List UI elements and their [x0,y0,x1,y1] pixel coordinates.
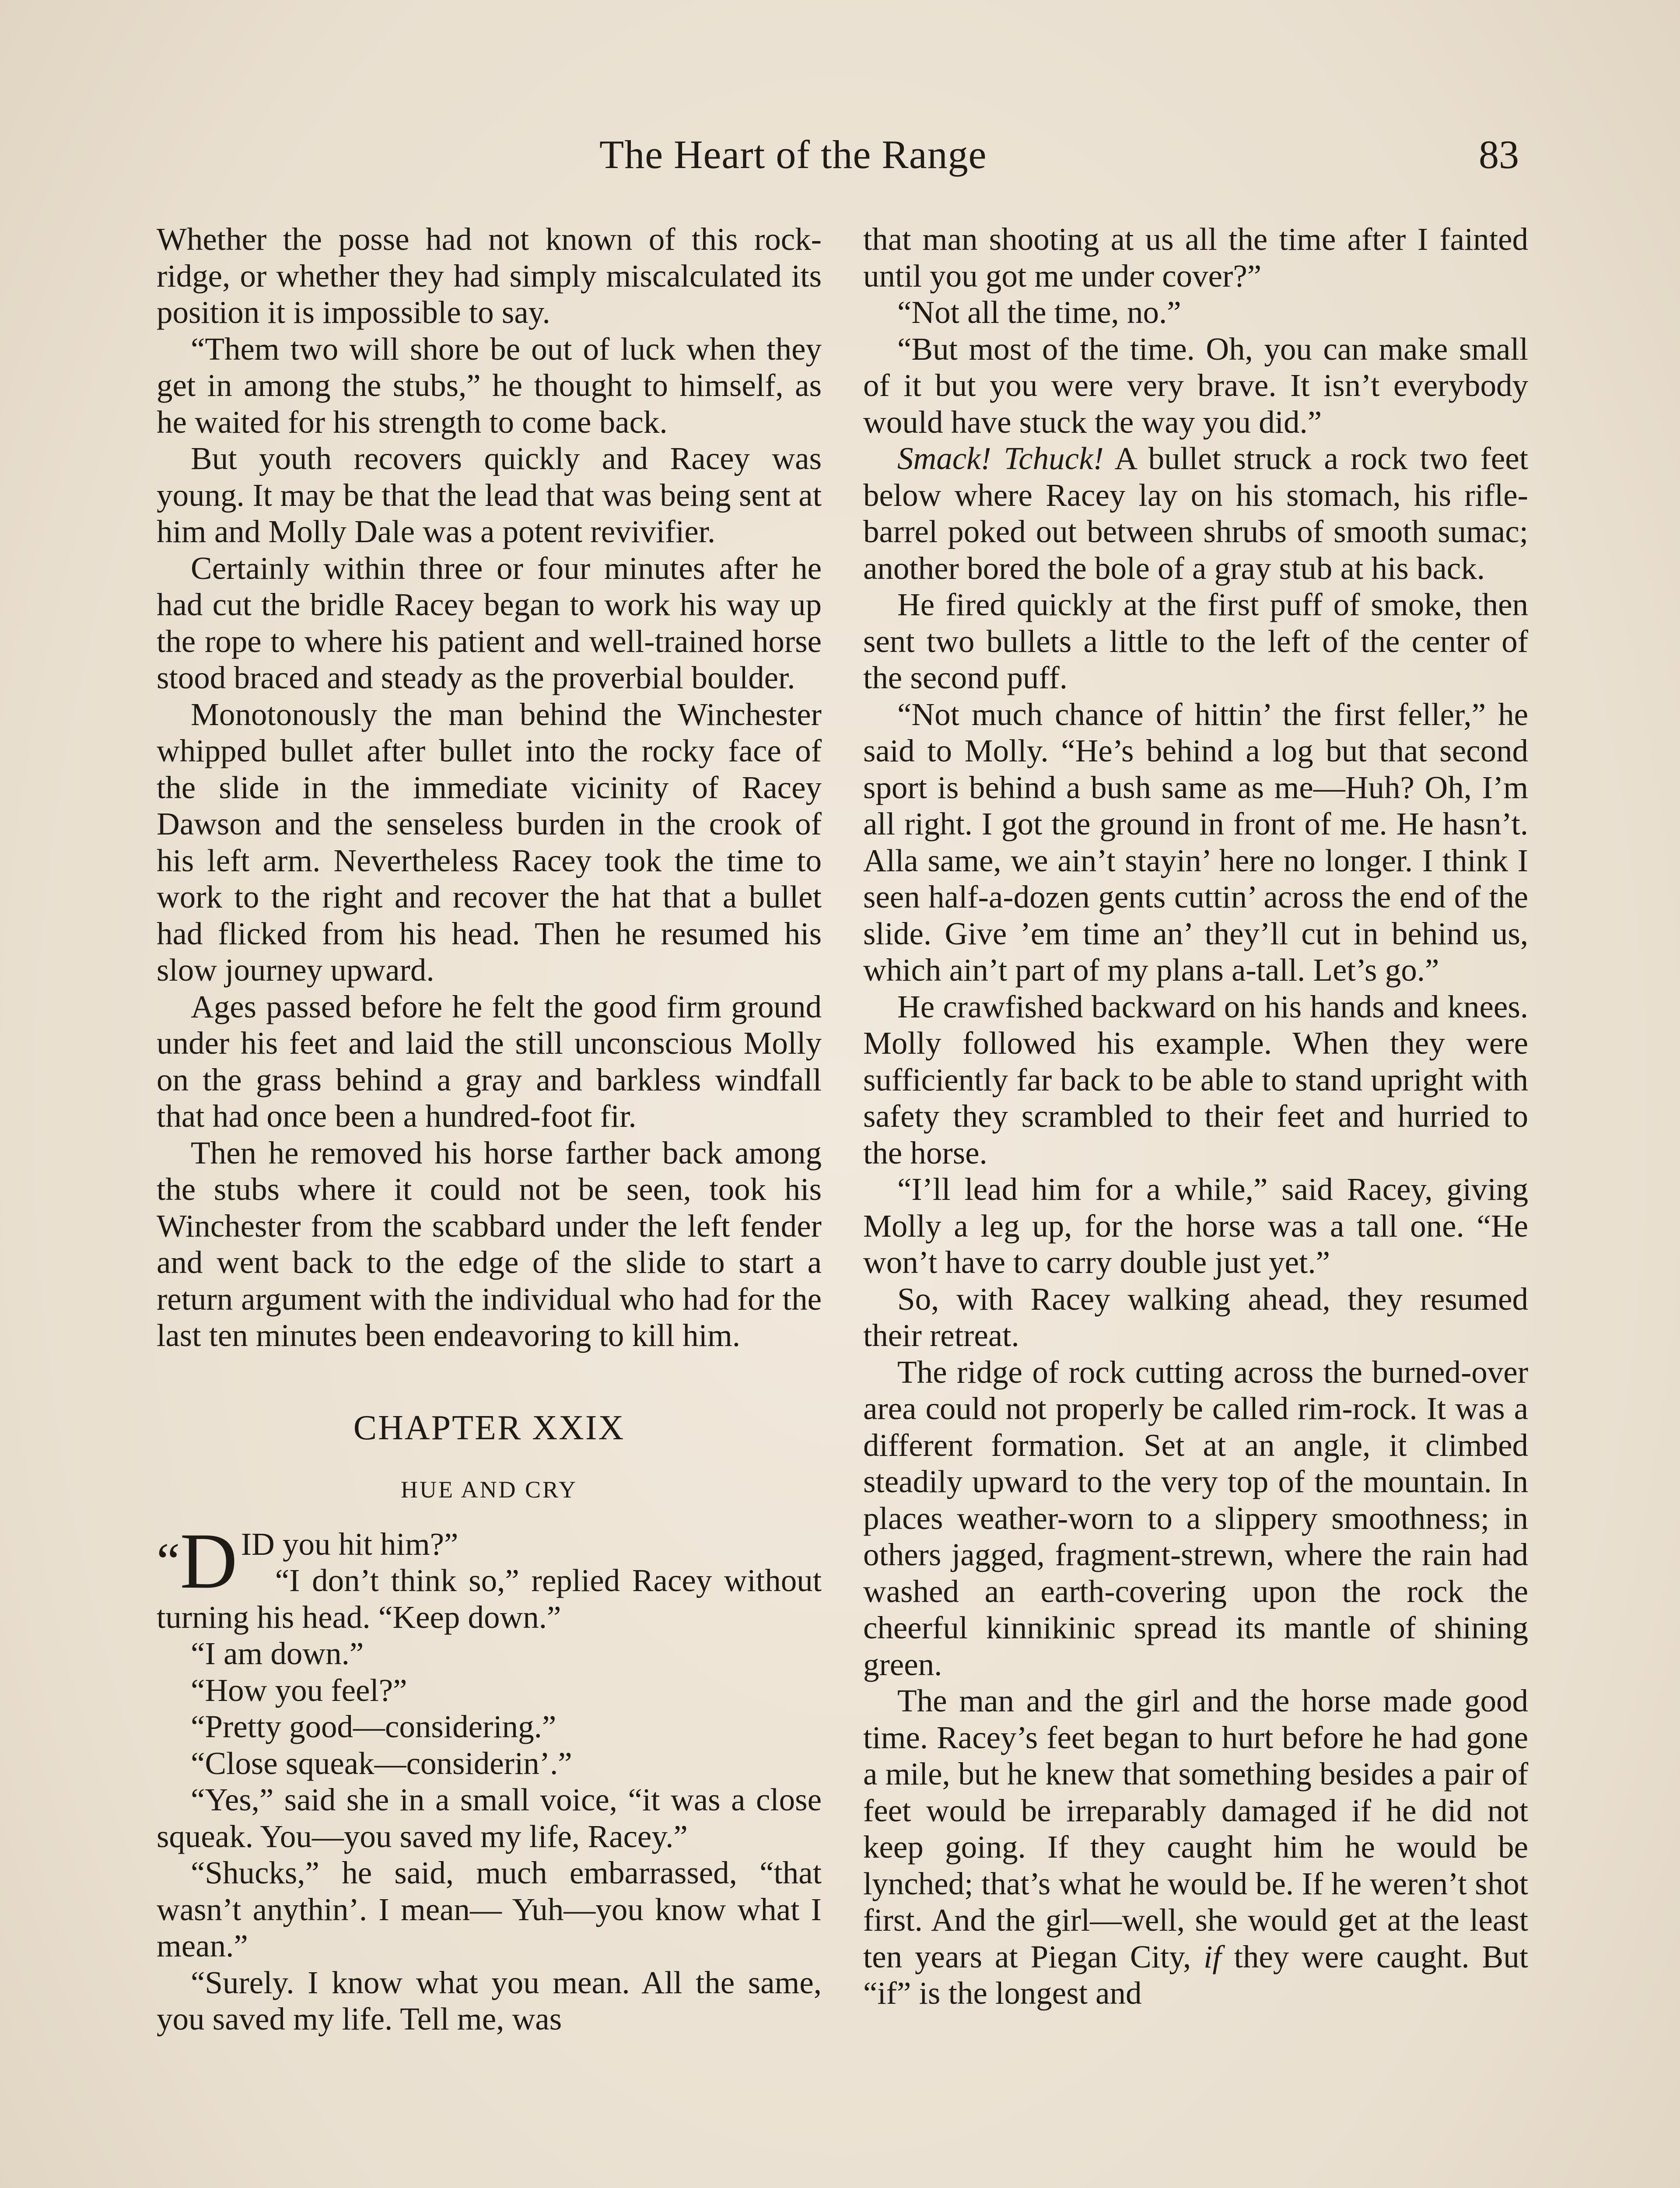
paragraph: “Yes,” said she in a small voice, “it was a close squeak. You—you saved my life, Racey.” [157,1782,822,1854]
paragraph: Whether the posse had not known of this rock-ridge, or whether they had simply miscalculated its position it is impossible to say. [157,221,822,330]
paragraph: “Not much chance of hittin’ the first feller,” he said to Molly. “He’s behind a log but that second sport is behind a bush same as me—Huh? Oh, I’m all right. I got the ground in front of me. He hasn’t. Alla same, we ain’t stayin’ here no longer. I think I seen half-a-dozen gents cuttin’ across the end of the slide. Give ’em time an’ they’ll cut in behind us, which ain’t part of my plans a-tall. Let’s go.” [863,696,1528,988]
paragraph: He crawfished backward on his hands and knees. Molly followed his example. When they were sufficiently far back to be able to stand upright with safety they scrambled to their feet and hurried to the horse. [863,989,1528,1171]
italic-sound: Smack! Tchuck! [897,441,1104,476]
paragraph-text: The man and the girl and the horse made good time. Racey’s feet began to hurt before he had gone a mile, but he knew that something besides a pair of feet would be irreparably damaged if he did not keep going. If they caught him he would be lynched; that’s what he would be. If he weren’t shot first. And the girl—well, she would get at the least ten years at Piegan City, [863,1683,1528,1974]
italic-word: if [1204,1939,1222,1974]
paragraph: So, with Racey walking ahead, they resumed their retreat. [863,1281,1528,1353]
chapter-subtitle: HUE AND CRY [400,1476,578,1503]
left-column [157,221,822,2037]
paragraph: Ages passed before he felt the good firm ground under his feet and laid the still unconscious Molly on the grass behind a gray and barkless windfall that had once been a hundred-foot fir. [157,989,822,1134]
paragraph: that man shooting at us all the time after I fainted until you got me under cover?” [863,221,1528,294]
drop-cap [157,1517,238,1605]
paragraph: Certainly within three or four minutes after he had cut the bridle Racey began to work his way up the rope to where his patient and well-trained horse stood braced and steady as the proverbial boulder. [157,550,822,695]
running-title: The Heart of the Range [599,132,987,177]
paragraph: Then he removed his horse farther back among the stubs where it could not be seen, took his Winchester from the scabbard under the left fender and went back to the edge of the slide to start a return argument with the individual who had for the last ten minutes been endeavoring to kill him. [157,1135,822,1353]
paragraph: He fired quickly at the first puff of smoke, then sent two bullets a little to the left of the center of the second puff. [863,587,1528,695]
paragraph: But youth recovers quickly and Racey was young. It may be that the lead that was being sent at him and Molly Dale was a potent revivifier. [157,441,822,549]
chapter-opening [157,1517,822,2037]
paragraph-text: A bullet struck a rock two feet below where Racey lay on his stomach, his rifle-barrel poked out between shrubs of smooth sumac; another bored the bole of a gray stub at his back. [863,441,1528,586]
paragraph: “Them two will shore be out of luck when they get in among the stubs,” he thought to himself, as he waited for his strength to come back. [157,331,822,440]
paragraph: “Surely. I know what you mean. All the same, you saved my life. Tell me, was [157,1964,822,2037]
paragraph: “How you feel?” [191,1672,407,1708]
page-number: 83 [1479,132,1519,177]
paragraph: “Not all the time, no.” [897,295,1181,330]
opening-text: ID you hit him?” [241,1526,458,1562]
paragraph: “But most of the time. Oh, you can make small of it but you were very brave. It isn’t everybody would have stuck the way you did.” [863,331,1528,440]
paragraph [863,1683,1528,2012]
drop-cap-letter: D [180,1517,238,1605]
right-column [863,221,1528,2012]
paragraph: “I’ll lead him for a while,” said Racey, giving Molly a leg up, for the horse was a tall one. “He won’t have to carry double just yet.” [863,1171,1528,1280]
paragraph: The ridge of rock cutting across the burned-over area could not properly be called rim-rock. It was a different formation. Set at an angle, it climbed steadily upward to the very top of the mountain. In places weather-worn to a slippery smoothness; in others jagged, fragment-strewn, where the rain had washed an earth-covering upon the rock the cheerful kinnikinic spread its mantle of shining green. [863,1354,1528,1682]
paragraph: Monotonously the man behind the Winchester whipped bullet after bullet into the rocky face of the slide in the immediate vicinity of Racey Dawson and the senseless burden in the crook of his left arm. Nevertheless Racey took the time to work to the right and recover the hat that a bullet had flicked from his head. Then he resumed his slow journey upward. [157,696,822,988]
paragraph: “I am down.” [191,1636,364,1671]
drop-cap-quote: “ [157,1532,180,1590]
paragraph: “Close squeak—considerin’.” [191,1745,572,1781]
paragraph [863,440,1528,586]
paragraph-text: they were caught. But “if” is the longest and [863,1939,1528,2011]
chapter-title: CHAPTER XXIX [353,1408,625,1447]
paragraph: “Pretty good—considering.” [191,1709,556,1744]
paragraph: “I don’t think so,” replied Racey without turning his head. “Keep down.” [157,1563,822,1635]
paragraph: “Shucks,” he said, much embarrassed, “that wasn’t anythin’. I mean— Yuh—you know what I mean.” [157,1855,822,1964]
